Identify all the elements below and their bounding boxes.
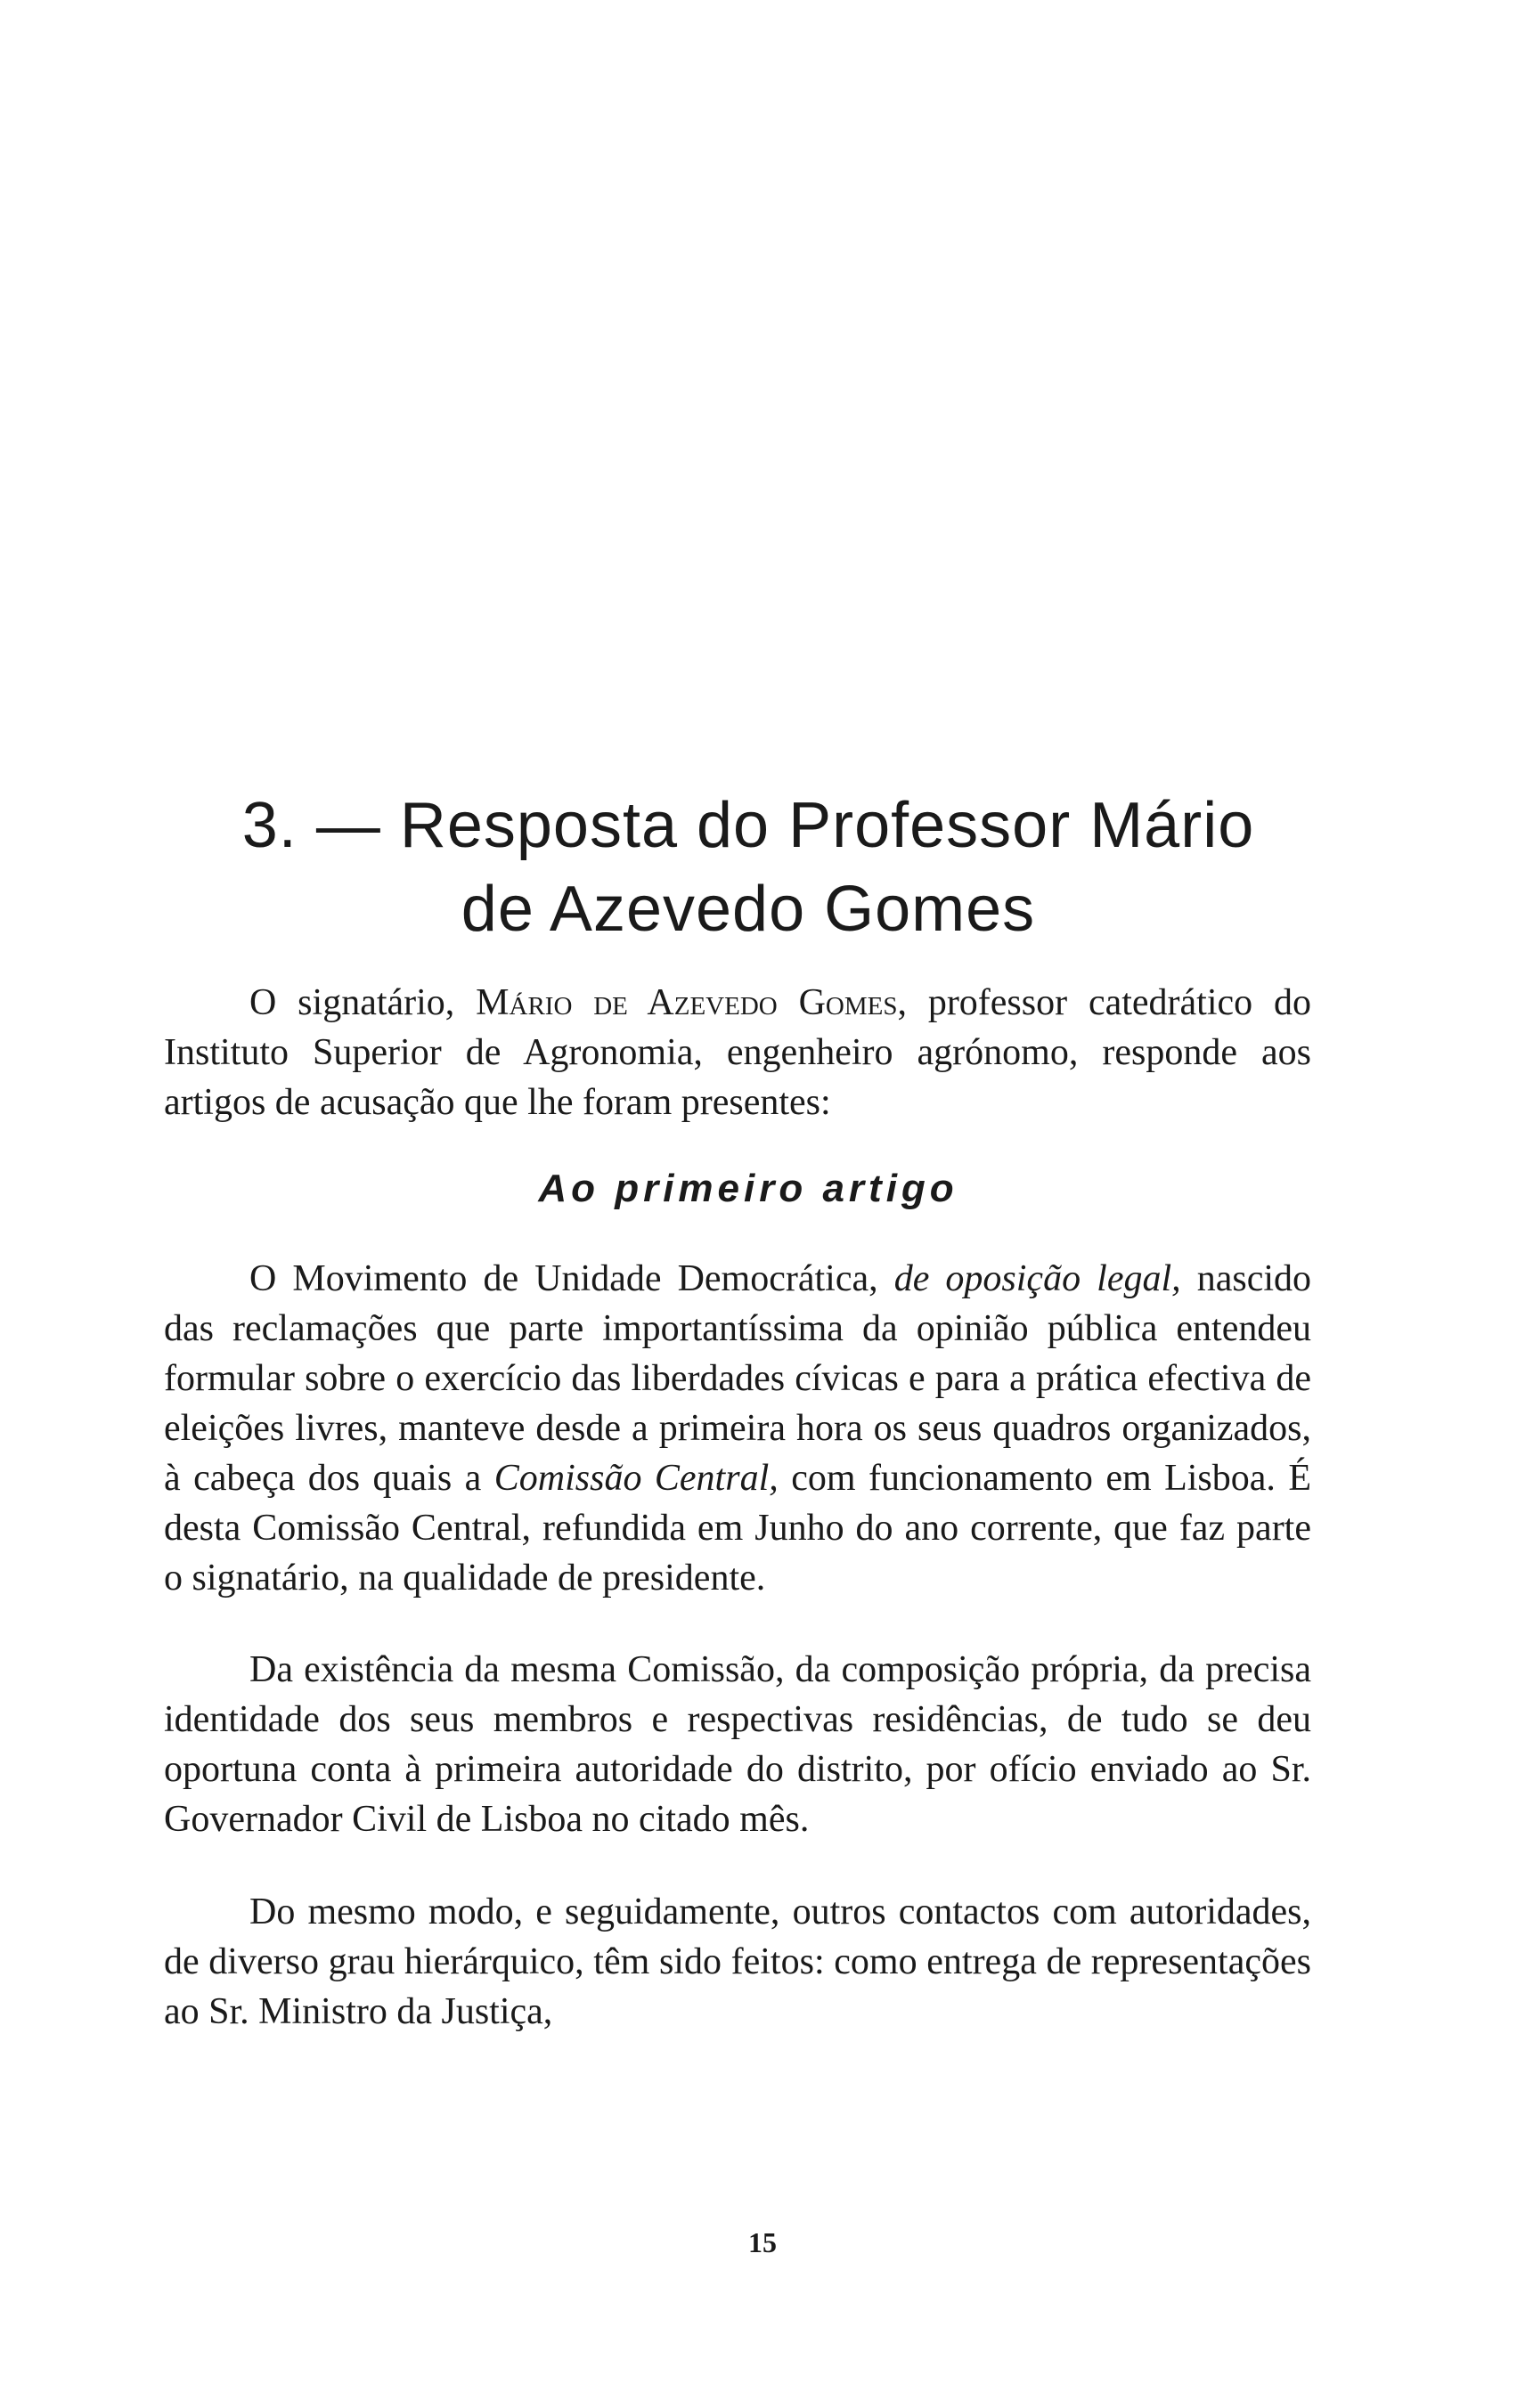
section-heading-line-2: de Azevedo Gomes (461, 874, 1036, 945)
section-heading (160, 784, 1336, 951)
intro-paragraph-rest: , professor catedrático do Instituto Superior de Agronomia, engenheiro agrónomo, responde aos artigos de acusação que lhe foram presentes: (164, 982, 1311, 1123)
article-paragraph-2: Da existência da mesma Comissão, da composição própria, da precisa identidade dos seus membros e respectivas residências, de tudo se deu oportuna conta à primeira autoridade do distrito, por ofício enviado ao Sr. Governador Civil de Lisboa no citado mês. (164, 1649, 1311, 1840)
article-paragraph-1-part-3: com funcionamento em Lisboa. É desta Comissão Central, refundida em Junho do ano corrente, que faz parte o signatário, na qualidade de presidente. (164, 1458, 1311, 1599)
author-name: Mário de Azevedo Gomes (476, 982, 898, 1023)
article-paragraph-1-italic-1: de oposição legal, (893, 1258, 1181, 1299)
article-paragraph-1-italic-2: Comissão Central, (493, 1458, 779, 1499)
article-paragraph-1 (164, 1254, 1311, 1603)
page-number: 15 (748, 2226, 777, 2258)
intro-paragraph-start: O signatário, (249, 982, 477, 1023)
article-paragraph-1-part-2: nascido das reclamações que parte importantíssima da opinião pública entendeu formular sobre o exercício das liberdades cívicas e para a prática efectiva de eleições livres, manteve desde a primeira hora os seus quadros organizados, à cabeça dos quais a (164, 1258, 1312, 1499)
section-heading-line-1: 3. — Resposta do Professor Mário (241, 790, 1255, 861)
article-subheading: Ao primeiro artigo (538, 1167, 958, 1210)
article-paragraph-1-part-1: O Movimento de Unidade Democrática, (249, 1258, 894, 1299)
intro-paragraph (164, 978, 1311, 1127)
article-paragraph-3: Do mesmo modo, e seguidamente, outros contactos com autoridades, de diverso grau hierárquico, têm sido feitos: como entrega de representações ao Sr. Ministro da Justiça, (164, 1891, 1311, 2032)
